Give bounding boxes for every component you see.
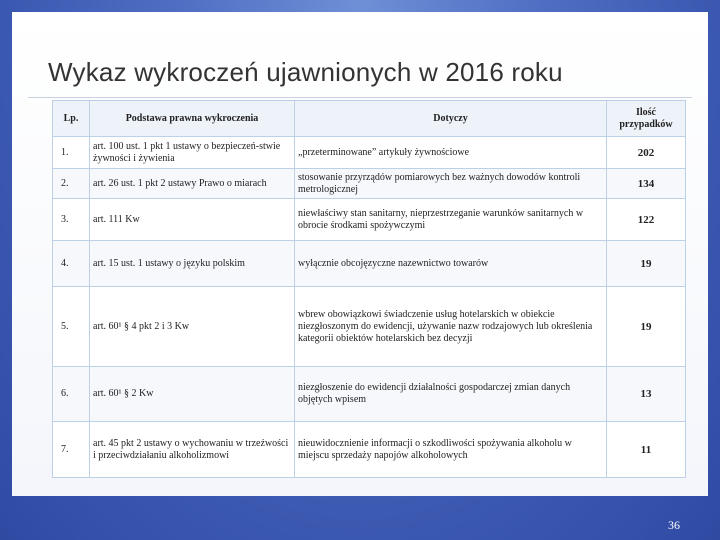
table-row	[53, 199, 686, 241]
row-concerns: stosowanie przyrządów pomiarowych bez ważnych dowodów kontroli metrologicznej	[295, 169, 607, 199]
header-legal-basis: Podstawa prawna wykroczenia	[90, 101, 295, 137]
row-concerns: nieuwidocznienie informacji o szkodliwości spożywania alkoholu w miejscu sprzedaży napojów alkoholowych	[295, 422, 607, 478]
row-count: 19	[607, 241, 686, 287]
violations-table	[52, 100, 686, 478]
slide-number: 36	[668, 518, 680, 532]
row-legal-basis: art. 111 Kw	[90, 199, 295, 241]
row-count: 202	[607, 137, 686, 169]
row-legal-basis: art. 60¹ § 2 Kw	[90, 367, 295, 422]
row-count: 19	[607, 287, 686, 367]
row-concerns: niezgłoszenie do ewidencji działalności gospodarczej zmian danych objętych wpisem	[295, 367, 607, 422]
row-count: 11	[607, 422, 686, 478]
row-lp: 7.	[53, 422, 90, 478]
row-concerns: niewłaściwy stan sanitarny, nieprzestrzeganie warunków sanitarnych w obrocie środkami spożywczymi	[295, 199, 607, 241]
row-legal-basis: art. 26 ust. 1 pkt 2 ustawy Prawo o miarach	[90, 169, 295, 199]
row-concerns: wbrew obowiązkowi świadczenie usług hotelarskich w obiekcie niezgłoszonym do ewidencji, używanie nazw rodzajowych lub określenia kategorii obiektów hotelarskich bez decyzji	[295, 287, 607, 367]
title-divider	[28, 97, 692, 98]
table-row	[53, 241, 686, 287]
row-lp: 4.	[53, 241, 90, 287]
slide-title: Wykaz wykroczeń ujawnionych w 2016 roku	[48, 57, 563, 87]
row-concerns: „przeterminowane” artykuły żywnościowe	[295, 137, 607, 169]
table-row	[53, 287, 686, 367]
table-header-row	[53, 101, 686, 137]
header-count: Ilość przypadków	[607, 101, 686, 137]
header-concerns: Dotyczy	[295, 101, 607, 137]
row-count: 122	[607, 199, 686, 241]
table-row	[53, 137, 686, 169]
table-row	[53, 367, 686, 422]
row-lp: 3.	[53, 199, 90, 241]
row-lp: 1.	[53, 137, 90, 169]
row-count: 13	[607, 367, 686, 422]
row-lp: 6.	[53, 367, 90, 422]
table-row	[53, 422, 686, 478]
table-row	[53, 169, 686, 199]
row-legal-basis: art. 60¹ § 4 pkt 2 i 3 Kw	[90, 287, 295, 367]
header-lp: Lp.	[53, 101, 90, 137]
row-lp: 5.	[53, 287, 90, 367]
row-legal-basis: art. 15 ust. 1 ustawy o języku polskim	[90, 241, 295, 287]
row-concerns: wyłącznie obcojęzyczne nazewnictwo towarów	[295, 241, 607, 287]
row-lp: 2.	[53, 169, 90, 199]
row-count: 134	[607, 169, 686, 199]
row-legal-basis: art. 45 pkt 2 ustawy o wychowaniu w trzeźwości i przeciwdziałaniu alkoholizmowi	[90, 422, 295, 478]
row-legal-basis: art. 100 ust. 1 pkt 1 ustawy o bezpieczeń-stwie żywności i żywienia	[90, 137, 295, 169]
